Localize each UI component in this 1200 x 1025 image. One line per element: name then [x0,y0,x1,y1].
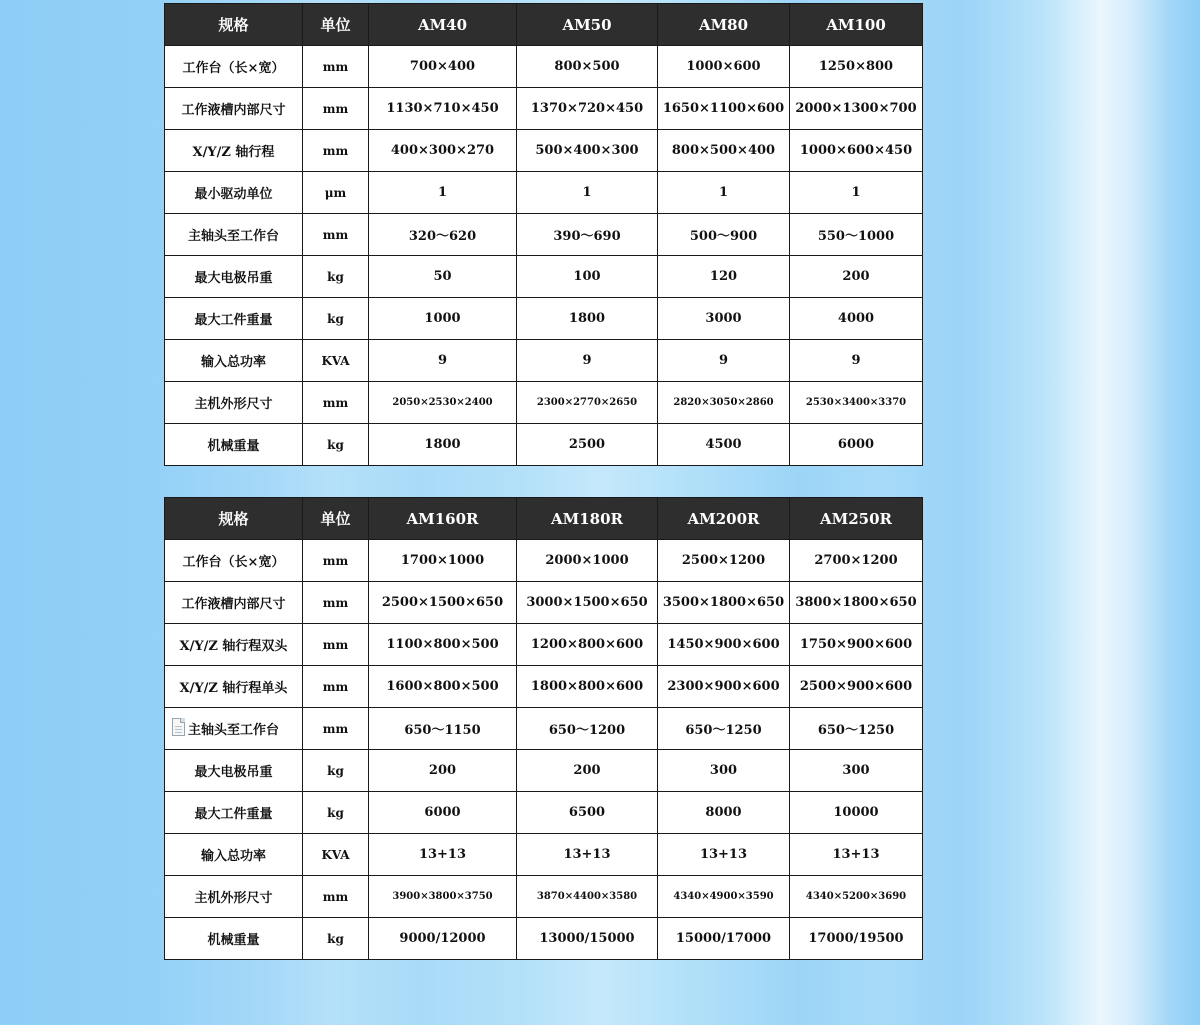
value-cell: 650～1200 [517,708,658,750]
spec-label: 主机外形尺寸 [165,876,303,918]
value-cell: 2000×1300×700 [790,88,923,130]
value-cell: 2500×1200 [658,540,790,582]
value-cell: 50 [369,256,517,298]
value-cell: 400×300×270 [369,130,517,172]
value-cell: 3870×4400×3580 [517,876,658,918]
spec-label: 最小驱动单位 [165,172,303,214]
table-row [165,382,923,424]
spec-label: X/Y/Z 轴行程单头 [165,666,303,708]
value-cell: 1000×600×450 [790,130,923,172]
table-row [165,256,923,298]
value-cell: 13000/15000 [517,918,658,960]
table-row [165,540,923,582]
value-cell: 13+13 [369,834,517,876]
value-cell: 1 [369,172,517,214]
table-header-row [165,4,923,46]
table-row [165,298,923,340]
unit-cell: mm [303,382,369,424]
value-cell: 1100×800×500 [369,624,517,666]
header-cell: AM100 [790,4,923,46]
spec-label: 主机外形尺寸 [165,382,303,424]
unit-cell: mm [303,46,369,88]
table-row [165,624,923,666]
value-cell: 1800×800×600 [517,666,658,708]
header-cell: AM180R [517,498,658,540]
value-cell: 1800 [517,298,658,340]
unit-cell: mm [303,666,369,708]
header-cell: AM80 [658,4,790,46]
unit-cell: mm [303,624,369,666]
value-cell: 700×400 [369,46,517,88]
value-cell: 9 [790,340,923,382]
unit-cell: mm [303,540,369,582]
value-cell: 13+13 [517,834,658,876]
spec-table-am-large [164,497,923,960]
unit-cell: μm [303,172,369,214]
table-row [165,340,923,382]
value-cell: 1370×720×450 [517,88,658,130]
spec-label: 主轴头至工作台 [165,708,303,750]
value-cell: 2000×1000 [517,540,658,582]
value-cell: 1600×800×500 [369,666,517,708]
unit-cell: kg [303,750,369,792]
value-cell: 4500 [658,424,790,466]
table-row [165,876,923,918]
value-cell: 2500 [517,424,658,466]
spec-label: X/Y/Z 轴行程双头 [165,624,303,666]
table-row [165,834,923,876]
value-cell: 200 [790,256,923,298]
value-cell: 15000/17000 [658,918,790,960]
table-row [165,46,923,88]
spec-label: 最大电极吊重 [165,750,303,792]
value-cell: 2300×2770×2650 [517,382,658,424]
spec-label: 最大工件重量 [165,298,303,340]
value-cell: 2300×900×600 [658,666,790,708]
spec-label: 最大电极吊重 [165,256,303,298]
value-cell: 13+13 [790,834,923,876]
value-cell: 2500×1500×650 [369,582,517,624]
value-cell: 1250×800 [790,46,923,88]
table-row [165,424,923,466]
value-cell: 650～1250 [790,708,923,750]
table-row [165,172,923,214]
value-cell: 120 [658,256,790,298]
unit-cell: KVA [303,834,369,876]
header-cell: 单位 [303,4,369,46]
value-cell: 9000/12000 [369,918,517,960]
value-cell: 13+13 [658,834,790,876]
value-cell: 800×500×400 [658,130,790,172]
header-cell: AM40 [369,4,517,46]
value-cell: 10000 [790,792,923,834]
value-cell: 6000 [369,792,517,834]
unit-cell: mm [303,214,369,256]
value-cell: 1450×900×600 [658,624,790,666]
value-cell: 2530×3400×3370 [790,382,923,424]
value-cell: 500×400×300 [517,130,658,172]
value-cell: 4000 [790,298,923,340]
value-cell: 1650×1100×600 [658,88,790,130]
value-cell: 4340×4900×3590 [658,876,790,918]
unit-cell: kg [303,918,369,960]
unit-cell: KVA [303,340,369,382]
unit-cell: kg [303,256,369,298]
header-cell: 规格 [165,4,303,46]
value-cell: 800×500 [517,46,658,88]
value-cell: 9 [658,340,790,382]
value-cell: 1200×800×600 [517,624,658,666]
spec-label: X/Y/Z 轴行程 [165,130,303,172]
value-cell: 650～1150 [369,708,517,750]
value-cell: 200 [369,750,517,792]
value-cell: 2500×900×600 [790,666,923,708]
value-cell: 3000 [658,298,790,340]
value-cell: 2700×1200 [790,540,923,582]
value-cell: 650～1250 [658,708,790,750]
spec-label: 工作台（长×宽） [165,46,303,88]
value-cell: 300 [658,750,790,792]
table-row [165,88,923,130]
unit-cell: mm [303,88,369,130]
value-cell: 1700×1000 [369,540,517,582]
spec-label: 机械重量 [165,918,303,960]
value-cell: 320～620 [369,214,517,256]
value-cell: 1000 [369,298,517,340]
table-row [165,582,923,624]
spec-label: 机械重量 [165,424,303,466]
unit-cell: mm [303,582,369,624]
table-row [165,130,923,172]
header-cell: AM160R [369,498,517,540]
spec-table-am-small [164,3,923,466]
table-header-row [165,498,923,540]
spec-label: 工作台（长×宽） [165,540,303,582]
unit-cell: kg [303,424,369,466]
value-cell: 2820×3050×2860 [658,382,790,424]
value-cell: 1 [517,172,658,214]
value-cell: 1 [790,172,923,214]
value-cell: 100 [517,256,658,298]
value-cell: 550～1000 [790,214,923,256]
value-cell: 1800 [369,424,517,466]
table-row [165,792,923,834]
value-cell: 1 [658,172,790,214]
value-cell: 3900×3800×3750 [369,876,517,918]
spec-label: 最大工件重量 [165,792,303,834]
unit-cell: mm [303,130,369,172]
value-cell: 3800×1800×650 [790,582,923,624]
value-cell: 500～900 [658,214,790,256]
value-cell: 1000×600 [658,46,790,88]
unit-cell: kg [303,792,369,834]
header-cell: 单位 [303,498,369,540]
spec-label: 输入总功率 [165,834,303,876]
unit-cell: mm [303,876,369,918]
value-cell: 300 [790,750,923,792]
value-cell: 390～690 [517,214,658,256]
value-cell: 1130×710×450 [369,88,517,130]
value-cell: 9 [517,340,658,382]
table-row [165,750,923,792]
unit-cell: kg [303,298,369,340]
header-cell: AM200R [658,498,790,540]
unit-cell: mm [303,708,369,750]
spec-label: 主轴头至工作台 [165,214,303,256]
header-cell: AM250R [790,498,923,540]
document-icon [172,718,185,736]
header-cell: 规格 [165,498,303,540]
value-cell: 4340×5200×3690 [790,876,923,918]
value-cell: 3500×1800×650 [658,582,790,624]
value-cell: 8000 [658,792,790,834]
table-row [165,918,923,960]
spec-label: 工作液槽内部尺寸 [165,582,303,624]
value-cell: 6000 [790,424,923,466]
table-row [165,708,923,750]
value-cell: 2050×2530×2400 [369,382,517,424]
value-cell: 3000×1500×650 [517,582,658,624]
table-row [165,666,923,708]
value-cell: 200 [517,750,658,792]
table-row [165,214,923,256]
header-cell: AM50 [517,4,658,46]
value-cell: 1750×900×600 [790,624,923,666]
value-cell: 9 [369,340,517,382]
value-cell: 17000/19500 [790,918,923,960]
spec-label: 输入总功率 [165,340,303,382]
value-cell: 6500 [517,792,658,834]
spec-label: 工作液槽内部尺寸 [165,88,303,130]
